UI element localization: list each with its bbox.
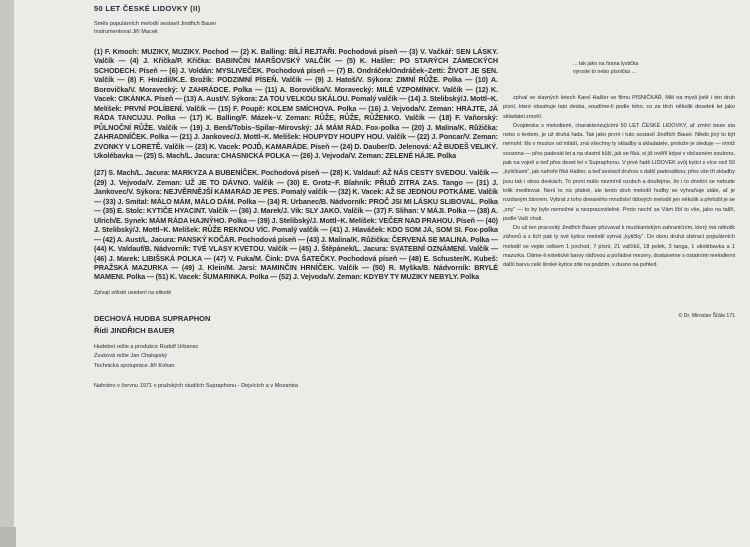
track-list-column xyxy=(94,4,498,389)
essay-paragraph: Dvojdeska s melodiemi, charakterizujícími 50 LET ČESKÉ LIDOVKY, ať zmíní beze sta nebo s textem, je už druhá řada. Tak jako první i tuto sestavil Jindřich Bauer. Nikdo jiný to být nemohl: šlo v muzice od mládí, zná všechny ty skladby a skladatele, protože je sleduje — nimiž souzena — přes padesát let a na vlastní kůži, jak se říká, si již ověřil kdysi v občasném souboru, pak na vojně a teď přes deset let v Supraphonu. V prvé řadě LIDOVEK svůj kytici s více než 50 „kytičkami“, jak nahoře říká Hašler, a teď sestavil druhou s další padesátkou; přes vše tří skladby jsou tak i obou deskách. To první málo nezmínil ozubch a doufejme, že i to dnešní se nebude tolik meditovat. Není to nic platné, ale tento druh melodií hudby se vyhraňuje stále, ať je rozdaným žánrem. Vybrat z toho dneaného množství lidových melodií jen několik a přeložit je se „sny“ — to by bylo nemožné a nezpracovitelné. Proto nechť se Vám líbí to vše, jako na talíři, podle Vaší chuti. xyxy=(503,122,735,222)
track-list xyxy=(94,47,498,282)
track-list-part-1: (1) F. Kmoch: MUZIKY, MUZIKY. Pochod — (2) K. Balling: BÍLÍ REJTAŘI. Pochodová píseň — (3) V. Vačkář: SEN LÁSKY. Valčík — (4) J. Křička/P. Křička: BABINČIN MARŠOVSKÝ VALČÍK — (5) K. Hašler: PO STARÝCH ZÁMECKÝCH SCHODECH. Píseň — (6) J. Voldán: MYSLIVEČEK. Pochodová píseň — (7) B. Ondráček/Ondráček–Zetti: ŽIVOT JE SEN. Valčík — (8) F. Hnízdil/K.E. Brožík: PODZIMNÍ PÍSEŇ. Valčík — (9) J. Hatoš/V. Sýkora: ZIMNÍ RŮŽE. Polka — (10) A. Borovička/V. Moravecký: V ZAHRÁDCE. Polka — (11) A. Borovička/V. Moravecký: MILÉ VZPOMÍNKY. Valčík — (12) K. Vacek: CIKÁNKA. Píseň — (13) A. Aust/V. Sýkora: ZA TOU VELKOU SKÁLOU. Pomalý valčík — (14) J. Stelibský/J. Mottl–K. Melíšek: PRVNÍ POLÍBENÍ. Valčík — (15) F. Poupě: KOLEM SMÍCHOVA. Polka — (16) J. Vejvoda/V. Zeman: HRAJTE, JÁ RÁDA TANCUJU. Polka — (17) K. Balling/F. Mázek–V. Zeman: RŮŽE, RŮŽE, RŮŽENKO. Valčík — (18) F. Vaňorský: PŮLNOČNÍ RŮŽE. Valčík — (19) J. Benš/Tobis–Spilar–Mirovský: JÁ MÁM RÁD. Fox-polka — (20) J. Malina/K. Růžička: ZAHRADNÍČEK. Polka — (21) J. Jankovec/J. Mottl–K. Melíšek: HOUPYDY HOUPY HOU. Valčík — (22) J. Poncar/V. Zeman: ZVONKY V LORETĚ. Valčík — (23) K. Vacek: POJĎ, KAMARÁDE. Píseň — (24) D. Dauber/D. Jelenová: AŽ BUDEŠ VELIKÝ. Ukolébavka — (25) S. Mach/L. Jacura: CHASNICKÁ POLKA — (26) J. Vejvoda/V. Zeman: ZELENÉ HÁJE. Polka xyxy=(94,47,498,160)
essay-paragraph: Do už ten pracovitý Jindřich Bauer přizvaval k muzikantským zahraničním, který má několik záhonů a z tich pak ty své kytice melodií vytrvá „kytičky“. Do obou druhá sběrací populárních melodií se vejde celkem 1 pochod, 7 písní, 21 valčíků, 18 polek, 3 tanga, 1 ukolébavka a 1 mazurka. Dáme-li estetické barvy ráďovou a pořádné mezery, dostaneme s ostatními melodiemi další barvu celé široké kytice zde na podzim, v dusno na pohled. xyxy=(503,225,735,269)
page-corner-shadow xyxy=(0,527,16,547)
album-title: 50 LET ČESKÉ LIDOVKY (II) xyxy=(94,4,201,13)
subtitle-line-arranger: Směs populárních melodií sestavil Jindřich Bauer xyxy=(94,21,217,27)
quote-line: vyroste to nebo písnička ... xyxy=(573,69,637,75)
essay-text xyxy=(503,94,735,271)
credit-technical: Technická spolupráce Jiří Kohan xyxy=(94,362,175,369)
essay-paragraph: zpíval ve slavných letech Karel Hašler ve filmu PISNIČKÁŘ. Měl na mysli jistě i ten druh písní, které obsahuje tato deska, soudíme-li podle toho, co za těch několik desetek let jako skladatel zmohl. xyxy=(503,95,735,120)
conductor-name: Řídí JINDŘICH BAUER xyxy=(94,325,175,335)
quote-line: ... tak jako na hrana lystička xyxy=(573,61,639,67)
essay-column xyxy=(503,60,735,319)
track-list-part-2: (27) S. Mach/L. Jacura: MARKYZA A BUBENÍČEK. Pochodová píseň — (28) K. Valdauf: AŽ NÁS CESTY SVEDOU. Valčík — (29) J. Vejvoda/V. Zeman: UŽ JE TO DÁVNO. Valčík — (30) E. Grotz–F. Blahník: PŘIJĎ ZITRA ZAS. Tango — (31) J. Jankovec/V. Sýkora: NEJVĚRNĚJŠÍ KAMARÁD JE PES. Pomalý valčík — (32) K. Vacek: AŽ SE JEDNOU POTKÁME. Valčík — (33) J. Smítal: MÁLO MÁM, MÁLO DÁM. Polka — (34) R. Urbanec/B. Nádvorník: PROČ JSI MI LÁSKU SLIBOVAL. Polka — (35) E. Stolc: KYTIČE HYACINT. Valčík — (36) J. Marek/J. Vik: SLY JAKO. Valčík — (37) F. Slihan: V MÁJI. Polka — (38) A. Ulrich/E. Synek: MÁM RÁDA HAJNÝHO. Polka — (39) J. Stelibský/J. Mottl–K. Melíšek: VEČER NAD PRAHOU. Píseň — (40) J. Stelibský/J. Mottl–K. Melíšek: RŮŽE REKNOU VÍC. Pomalý valčík — (41) J. Hlaváček: KDO SOM JA, SOM SI. Fox-polka — (42) A. Aust/L. Jacura: PANSKÝ KOČÁR. Pochodová píseň — (43) J. Malina/K. Růžička: ČERVENÁ SE MALINA. Polka — (44) K. Valdauf/B. Nádvorník: TVÉ VLASY KVETOU. Valčík — (45) J. Štěpánek/L. Jacura: SVATEBNÍ OZNÁMENÍ. Valčík — (46) J. Marek: LIBIŠSKÁ POLKA — (47) V. Fuka/M. Čink: DVA ŠATEČKY. Pochodová píseň — (48) E. Schuster/K. Kubeš: PRAŽSKÁ MAZURKA — (49) J. Klein/M. Jarsi: MAMINČIN HRNÍČEK. Valčík — (50) R. Myška/B. Nádvorník: BRYLÉ MAMENI. Polka — (51) K. Vacek: ŠUMARINKA. Polka — (52) J. Vejvoda/V. Zeman: KDYBY TY MUZIKY NEBYLY. Polka xyxy=(94,168,498,282)
liner-notes-sheet xyxy=(14,0,750,547)
orchestra-name: DECHOVÁ HUDBA SUPRAPHON xyxy=(94,313,211,323)
credit-music-director: Hudební režie a produkce Rudolf Urbanec xyxy=(94,343,199,350)
credit-sound-director: Zvuková režie Jan Chalupský xyxy=(94,353,168,360)
epigraph-quote xyxy=(573,60,713,76)
soloists-note: Zpívají sólisté uvedení na etiketě xyxy=(94,289,172,296)
production-credits xyxy=(94,343,498,372)
author-signature: © Dr. Miroslav Šťála 171 xyxy=(678,312,735,319)
subtitle-line-instrumentation: Instrumentoval Jiří Macek xyxy=(94,29,158,35)
recording-note: Nahráno v červnu 1971 v pražských studiích Supraphonu - Dejvících a v Mozartea xyxy=(94,383,298,390)
album-subtitle xyxy=(94,20,498,36)
